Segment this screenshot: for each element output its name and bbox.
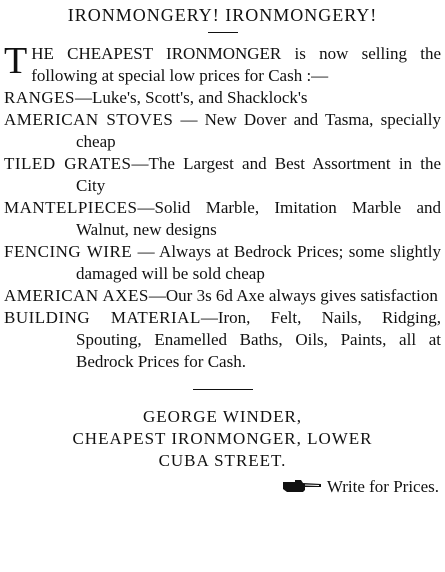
advertisement [0,4,445,572]
item-name: FENCING WIRE [4,242,133,261]
headline: IRONMONGERY! IRONMONGERY! [67,5,378,25]
lead-text: HE CHEAPEST IRONMONGER is now selling the following at special low prices for Cash :— [31,44,441,85]
item-description: —Iron, Felt, Nails, Ridging, Spouting, Enamelled Baths, Oils, Paints, all at Bedrock Prices for Cash. [76,308,441,371]
merchant-address: CUBA STREET. [158,451,287,470]
item-name: RANGES [4,88,76,107]
item-description: —Solid Marble, Imitation Marble and Walnut, new designs [76,198,441,239]
list-item [4,307,441,373]
list-item [4,285,441,307]
item-name: MANTELPIECES [4,198,138,217]
signature-block [4,406,441,472]
item-name: AMERICAN STOVES [4,110,174,129]
drop-cap: T [4,40,28,82]
item-name: TILED GRATES [4,154,132,173]
item-name: BUILDING MATERIAL [4,308,201,327]
list-item [4,197,441,241]
item-description: — New Dover and Tasma, specially cheap [76,110,441,151]
merchant-name: GEORGE WINDER, [142,407,303,426]
list-item [4,153,441,197]
merchant-title: CHEAPEST IRONMONGER, LOWER [72,429,373,448]
write-for-prices [4,476,441,499]
pointing-hand-icon [281,477,323,499]
item-description: — Always at Bedrock Prices; some slightly damaged will be sold cheap [76,242,441,283]
signature-divider [193,389,253,390]
item-description: —Our 3s 6d Axe always gives satisfaction [148,286,438,305]
lead-paragraph [4,40,441,87]
item-description: —Luke's, Scott's, and Shacklock's [75,88,308,107]
list-item [4,241,441,285]
short-divider [208,32,238,33]
write-for-prices-text: Write for Prices. [326,477,439,496]
list-item [4,109,441,153]
list-item [4,87,441,109]
item-name: AMERICAN AXES [4,286,149,305]
item-description: —The Largest and Best Assortment in the City [76,154,442,195]
